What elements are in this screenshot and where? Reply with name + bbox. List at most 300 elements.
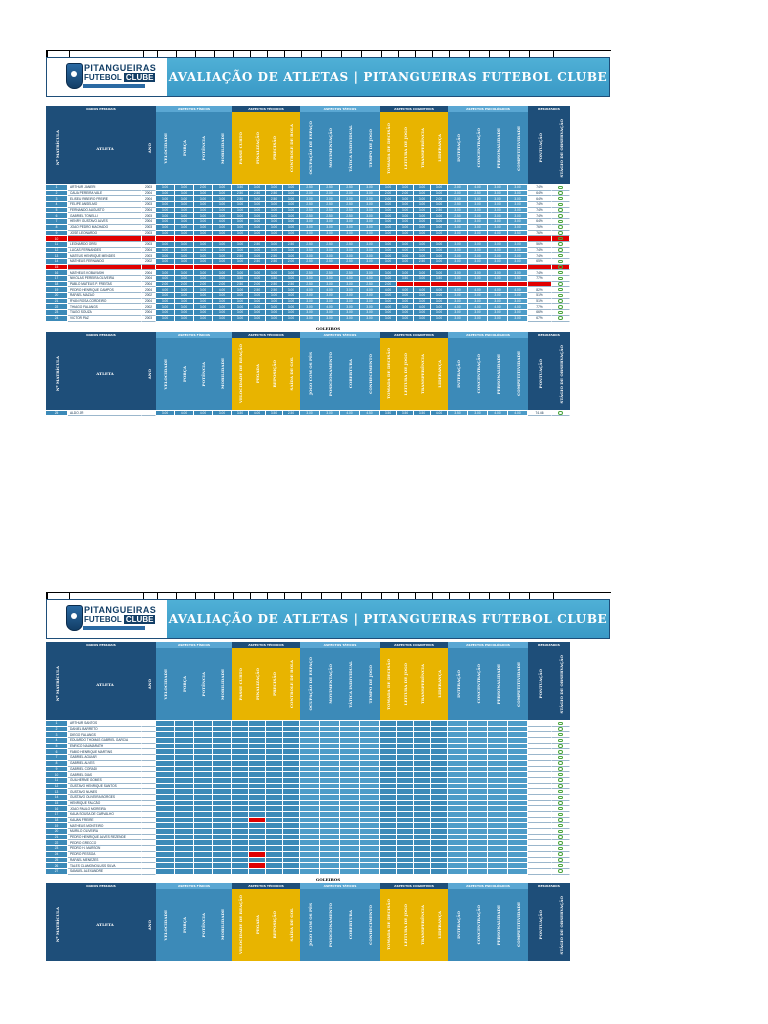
- check-icon: [558, 824, 563, 828]
- score-cell: [431, 869, 448, 875]
- score-cell: 3.00: [431, 219, 448, 225]
- table-body: [46, 185, 610, 322]
- column-header-label: PONTUAÇÃO: [537, 133, 543, 163]
- score-cell: 4.00: [488, 276, 508, 282]
- score-percent: 74.46: [528, 411, 552, 417]
- row-number: 6: [46, 213, 68, 219]
- score-cell: 2.50: [320, 202, 340, 208]
- score-cell: 3.00: [213, 191, 232, 197]
- row-number: 10: [46, 236, 68, 242]
- score-cell: 3.00: [488, 208, 508, 214]
- score-cell: 4.00: [213, 219, 232, 225]
- row-number: 11: [46, 778, 68, 784]
- club-logo: [57, 60, 157, 94]
- score-cell: 3.00: [175, 248, 194, 254]
- score-cell: 2.50: [320, 270, 340, 276]
- score-percent: 76%: [528, 225, 552, 231]
- observation-status[interactable]: [552, 869, 570, 875]
- score-cell: 3.00: [213, 270, 232, 276]
- column-header-label: STÁGIO DE OBSERVAÇÃO: [558, 895, 564, 955]
- score-cell: 3.00: [249, 310, 266, 316]
- column-header-label: Nº MATRÍCULA: [54, 356, 60, 392]
- row-number: 9: [46, 767, 68, 773]
- athlete-name: GABRIEL ALVES: [68, 761, 142, 767]
- score-cell: 3.00: [340, 225, 360, 231]
- row-number: 20: [46, 293, 68, 299]
- check-icon: [558, 260, 563, 264]
- score-cell: 3.00: [320, 411, 340, 417]
- section-header-cognitivos: ASPECTOS COGNITIVOS: [380, 106, 448, 112]
- score-cell: 4.00: [488, 411, 508, 417]
- column-header: [380, 889, 398, 961]
- column-header-label: MOBILIDADE: [220, 358, 225, 390]
- score-cell: [448, 869, 468, 875]
- score-cell: 3.00: [266, 248, 283, 254]
- score-cell: 3.00: [397, 310, 414, 316]
- score-cell: 3.00: [156, 219, 175, 225]
- athlete-year: 2004: [142, 287, 156, 293]
- score-cell: 2.50: [340, 208, 360, 214]
- column-header-label: VELOCIDADE: [163, 668, 168, 700]
- column-header: [508, 648, 529, 720]
- score-cell: 3.00: [414, 299, 431, 305]
- score-cell: 3.00: [266, 270, 283, 276]
- column-header-label: TRANSFERÊNCIA: [420, 353, 425, 394]
- column-header: [249, 889, 267, 961]
- evaluation-sheet-2: [46, 592, 610, 1024]
- score-cell: 3.00: [283, 202, 300, 208]
- row-number: 7: [46, 219, 68, 225]
- score-cell: 3.00: [431, 304, 448, 310]
- score-cell: 3.00: [283, 191, 300, 197]
- check-icon: [558, 277, 563, 281]
- score-cell: 3.00: [266, 219, 283, 225]
- column-header: [194, 338, 214, 410]
- athlete-name: MATHEUS KOBAYASHI: [68, 270, 142, 276]
- score-cell: 2.00: [380, 191, 397, 197]
- column-header-label: PERSONALIDADE: [495, 904, 501, 946]
- score-cell: 2.50: [232, 196, 249, 202]
- score-cell: 3.00: [194, 219, 213, 225]
- check-icon: [558, 790, 563, 794]
- column-header: [68, 889, 143, 961]
- score-cell: 3.00: [232, 259, 249, 265]
- score-cell: 3.00: [175, 191, 194, 197]
- column-header-label: COMPETITIVIDADE: [515, 902, 521, 948]
- score-cell: 3.00: [397, 213, 414, 219]
- score-cell: 2.00: [320, 191, 340, 197]
- athlete-year: 2003: [142, 316, 156, 322]
- column-ruler: [46, 592, 611, 599]
- score-cell: 3.00: [156, 242, 175, 248]
- column-header-label: VELOCIDADE: [163, 132, 168, 164]
- score-percent: 74%: [528, 248, 552, 254]
- score-cell: 3.00: [488, 225, 508, 231]
- score-cell: 3.00: [488, 299, 508, 305]
- score-cell: 3.00: [340, 282, 360, 288]
- check-icon: [558, 852, 563, 856]
- row-number: 4: [46, 202, 68, 208]
- score-cell: 3.00: [488, 270, 508, 276]
- score-cell: 3.50: [508, 276, 528, 282]
- column-header-label: SAÍDA DE GOL: [289, 908, 294, 942]
- score-cell: 3.00: [340, 310, 360, 316]
- column-header-label: STÁGIO DE OBSERVAÇÃO: [558, 654, 564, 714]
- column-header: [142, 889, 157, 961]
- athlete-name: MATHEUS MONTEIRO: [68, 823, 142, 829]
- section-header-tecnicos: ASPECTOS TÉCNICOS: [232, 883, 300, 889]
- column-header: [266, 889, 284, 961]
- score-cell: 3.00: [431, 213, 448, 219]
- row-number: 1: [46, 185, 68, 191]
- check-icon: [558, 761, 563, 765]
- observation-status[interactable]: [552, 411, 570, 417]
- check-icon: [558, 807, 563, 811]
- column-header-label: ATLETA: [96, 922, 114, 928]
- score-cell: 3.00: [431, 293, 448, 299]
- column-header: [232, 889, 250, 961]
- score-cell: 3.00: [431, 248, 448, 254]
- score-cell: [397, 869, 414, 875]
- athlete-year: 2004: [142, 208, 156, 214]
- score-cell: 3.00: [266, 225, 283, 231]
- score-cell: 2.50: [283, 411, 300, 417]
- score-cell: 2.00: [340, 191, 360, 197]
- column-header-label: STÁGIO DE OBSERVAÇÃO: [558, 344, 564, 404]
- table-body: [46, 721, 610, 875]
- section-header-fisicos: ASPECTOS FÍSICOS: [156, 332, 232, 338]
- column-header-label: JOGO COM OS PÉS: [307, 352, 313, 396]
- score-cell: 3.00: [175, 276, 194, 282]
- row-number: 10: [46, 772, 68, 778]
- section-header-resultados: RESULTADOS: [528, 106, 570, 112]
- score-cell: [194, 869, 213, 875]
- check-icon: [558, 231, 563, 235]
- column-header: [320, 112, 341, 184]
- score-cell: 4.00: [360, 287, 380, 293]
- score-cell: 3.00: [448, 219, 468, 225]
- athlete-year: 2003: [142, 231, 156, 237]
- score-percent: 82%: [528, 287, 552, 293]
- row-number: 25: [46, 411, 68, 417]
- score-cell: 3.00: [175, 253, 194, 259]
- score-cell: 3.00: [360, 208, 380, 214]
- score-cell: 3.00: [266, 310, 283, 316]
- score-cell: 3.00: [380, 202, 397, 208]
- score-cell: 2.50: [300, 208, 320, 214]
- score-cell: 4.00: [488, 231, 508, 237]
- observation-status[interactable]: [552, 316, 570, 322]
- score-cell: 3.00: [213, 248, 232, 254]
- row-number: 8: [46, 225, 68, 231]
- score-cell: 3.00: [194, 196, 213, 202]
- score-cell: 3.00: [397, 219, 414, 225]
- score-cell: 3.00: [360, 259, 380, 265]
- athlete-name: GUSTAVO NUNES: [68, 789, 142, 795]
- column-header-label: Nº MATRÍCULA: [54, 907, 60, 943]
- section-header-cognitivos: ASPECTOS COGNITIVOS: [380, 883, 448, 889]
- score-percent: 51%: [528, 293, 552, 299]
- column-header: [175, 112, 195, 184]
- row-number: 11: [46, 242, 68, 248]
- score-cell: 3.00: [249, 299, 266, 305]
- score-cell: 2.50: [300, 282, 320, 288]
- score-cell: 3.00: [213, 304, 232, 310]
- row-number: 5: [46, 208, 68, 214]
- score-cell: 3.00: [397, 202, 414, 208]
- score-cell: 4.00: [508, 411, 528, 417]
- column-header: [142, 338, 157, 410]
- row-number: 24: [46, 316, 68, 322]
- section-header-psicologicos: ASPECTOS PSICOLÓGICOS: [448, 883, 528, 889]
- column-header-label: MOVIMENTAÇÃO: [327, 664, 333, 704]
- athlete-name: GABRIEL DIAS: [68, 772, 142, 778]
- column-header-label: POTÊNCIA: [201, 135, 206, 161]
- score-cell: 3.00: [320, 282, 340, 288]
- score-cell: 3.00: [397, 299, 414, 305]
- column-header-label: PEGADA: [255, 364, 260, 384]
- athlete-name: PEDRO GRECCO: [68, 840, 142, 846]
- score-cell: 2.50: [448, 202, 468, 208]
- section-header-tecnicos: ASPECTOS TÉCNICOS: [232, 106, 300, 112]
- score-cell: 3.00: [249, 253, 266, 259]
- score-cell: 3.00: [397, 185, 414, 191]
- check-icon: [558, 186, 563, 190]
- score-cell: 3.00: [213, 276, 232, 282]
- section-header-resultados: RESULTADOS: [528, 883, 570, 889]
- score-cell: 3.00: [414, 225, 431, 231]
- score-cell: 3.00: [320, 248, 340, 254]
- column-header-label: LIDERANÇA: [437, 134, 442, 162]
- score-cell: 3.00: [508, 253, 528, 259]
- score-cell: 3.00: [431, 310, 448, 316]
- column-header-label: INTERAÇÃO: [455, 359, 461, 388]
- score-cell: 4.00: [320, 304, 340, 310]
- score-cell: 4.00: [468, 185, 488, 191]
- logo-strip: [83, 626, 145, 630]
- column-header: [528, 648, 553, 720]
- column-header: [508, 889, 529, 961]
- score-cell: 3.00: [266, 213, 283, 219]
- score-cell: 2.50: [283, 242, 300, 248]
- score-cell: 2.50: [340, 270, 360, 276]
- score-percent: [528, 869, 552, 875]
- column-header-label: INTERAÇÃO: [455, 911, 461, 939]
- column-header: [448, 112, 469, 184]
- score-cell: 3.00: [488, 316, 508, 322]
- score-cell: 2.50: [232, 253, 249, 259]
- score-cell: 3.00: [380, 242, 397, 248]
- check-icon: [558, 220, 563, 224]
- score-cell: 3.00: [448, 253, 468, 259]
- score-cell: 3.50: [397, 276, 414, 282]
- column-header: [194, 889, 214, 961]
- score-cell: 2.00: [380, 282, 397, 288]
- score-cell: 3.00: [283, 196, 300, 202]
- check-icon: [558, 265, 563, 269]
- column-header-label: CONCENTRAÇÃO: [475, 354, 481, 394]
- column-header-label: COBERTURA: [347, 910, 353, 940]
- score-cell: 3.00: [414, 248, 431, 254]
- column-header: [488, 648, 509, 720]
- score-cell: 3.00: [488, 242, 508, 248]
- score-cell: 3.00: [283, 231, 300, 237]
- column-header: [156, 889, 176, 961]
- check-icon: [558, 830, 563, 834]
- section-header-pessoais: DADOS PESSOAIS: [46, 332, 156, 338]
- column-header-label: CONHECIMENTO: [367, 353, 373, 394]
- check-icon: [558, 225, 563, 229]
- score-cell: 3.00: [448, 316, 468, 322]
- score-cell: 4.00: [431, 287, 448, 293]
- athlete-name: ENRICO NAUMARATH: [68, 744, 142, 750]
- score-cell: [340, 869, 360, 875]
- check-icon: [558, 282, 563, 286]
- column-header: [397, 112, 415, 184]
- column-header: [414, 338, 432, 410]
- column-header: [552, 648, 571, 720]
- column-header-label: Nº MATRÍCULA: [54, 130, 60, 166]
- score-cell: 3.00: [156, 208, 175, 214]
- column-header-label: POSICIONAMENTO: [327, 902, 333, 947]
- column-header: [283, 338, 301, 410]
- check-icon: [558, 739, 563, 743]
- score-cell: 3.00: [283, 225, 300, 231]
- score-cell: 2.00: [448, 191, 468, 197]
- column-header: [414, 112, 432, 184]
- score-cell: 3.00: [213, 253, 232, 259]
- score-cell: 3.00: [213, 310, 232, 316]
- column-header-label: TÁTICA INDIVIDUAL: [347, 660, 353, 708]
- check-icon: [558, 305, 563, 309]
- score-cell: [414, 869, 431, 875]
- score-cell: 2.50: [340, 185, 360, 191]
- score-cell: 3.00: [194, 310, 213, 316]
- score-cell: 2.00: [249, 282, 266, 288]
- score-cell: 3.00: [194, 202, 213, 208]
- score-cell: 3.00: [414, 270, 431, 276]
- score-cell: 3.00: [360, 242, 380, 248]
- score-cell: 3.00: [414, 293, 431, 299]
- score-cell: 3.00: [508, 242, 528, 248]
- score-cell: 3.00: [468, 253, 488, 259]
- row-number: 26: [46, 863, 68, 869]
- column-header-label: LIDERANÇA: [437, 360, 442, 388]
- column-header: [68, 648, 143, 720]
- section-header-resultados: RESULTADOS: [528, 642, 570, 648]
- score-cell: 4.00: [156, 287, 175, 293]
- score-cell: 3.00: [508, 185, 528, 191]
- score-cell: 3.00: [175, 185, 194, 191]
- column-header-label: MOVIMENTAÇÃO: [327, 128, 333, 168]
- score-cell: 3.50: [300, 248, 320, 254]
- table-row: [46, 869, 610, 875]
- score-cell: 3.50: [232, 185, 249, 191]
- row-number: 5: [46, 744, 68, 750]
- score-cell: 3.00: [431, 259, 448, 265]
- score-cell: 3.50: [232, 276, 249, 282]
- column-header-label: LEITURA DE JOGO: [403, 126, 408, 170]
- score-cell: 3.00: [283, 270, 300, 276]
- score-cell: 3.00: [360, 219, 380, 225]
- score-cell: [380, 869, 397, 875]
- check-icon: [558, 835, 563, 839]
- section-header-psicologicos: ASPECTOS PSICOLÓGICOS: [448, 332, 528, 338]
- score-cell: 3.00: [194, 287, 213, 293]
- row-number: 21: [46, 835, 68, 841]
- row-number: 18: [46, 282, 68, 288]
- athlete-name: MATEUS HENRIQUE MENDES: [68, 253, 142, 259]
- column-header: [488, 889, 509, 961]
- column-header-label: PEGADA: [255, 915, 260, 935]
- athlete-name: PEDRO HENRIQUE ALVES REZENDE: [68, 835, 142, 841]
- column-header-label: PRECISÃO: [272, 672, 277, 696]
- athlete-name: ARTHUR SANTOS: [68, 721, 142, 727]
- evaluation-sheet-1: [46, 50, 610, 490]
- score-cell: 3.00: [213, 208, 232, 214]
- score-cell: 3.00: [380, 299, 397, 305]
- score-cell: 3.00: [431, 185, 448, 191]
- score-cell: 3.00: [194, 276, 213, 282]
- column-header: [360, 889, 381, 961]
- score-cell: 3.00: [266, 304, 283, 310]
- column-header-label: REPOSIÇÃO: [272, 360, 277, 388]
- score-cell: 3.00: [249, 225, 266, 231]
- column-header-label: CONCENTRAÇÃO: [475, 128, 481, 168]
- athlete-year: 2004: [142, 282, 156, 288]
- score-cell: 2.50: [266, 196, 283, 202]
- score-percent: 74%: [528, 185, 552, 191]
- column-header-label: TOMADA DE DECISÃO: [386, 899, 391, 951]
- check-icon: [558, 733, 563, 737]
- check-icon: [558, 869, 563, 873]
- score-cell: 3.00: [156, 253, 175, 259]
- athlete-name: THIAGO FALANGS: [68, 304, 142, 310]
- score-cell: [175, 869, 194, 875]
- score-percent: 74%: [528, 202, 552, 208]
- score-cell: 3.00: [175, 270, 194, 276]
- athlete-name: GUSTAVO HENRIQUE SANTOS: [68, 784, 142, 790]
- score-cell: 3.00: [380, 248, 397, 254]
- score-cell: 3.00: [448, 231, 468, 237]
- score-cell: 3.00: [360, 248, 380, 254]
- score-cell: 3.00: [448, 299, 468, 305]
- column-header: [142, 112, 157, 184]
- score-cell: 4.00: [397, 248, 414, 254]
- score-cell: 3.00: [156, 270, 175, 276]
- column-header-label: COMPETITIVIDADE: [515, 351, 521, 397]
- score-cell: 3.00: [175, 259, 194, 265]
- score-cell: 3.00: [156, 185, 175, 191]
- athlete-name: HENRY GUSTAVO ALVES: [68, 219, 142, 225]
- score-cell: 3.00: [340, 253, 360, 259]
- score-cell: 2.50: [340, 213, 360, 219]
- score-cell: 2.50: [232, 191, 249, 197]
- score-percent: 64%: [528, 196, 552, 202]
- table-row: [46, 316, 610, 322]
- column-header-label: POTÊNCIA: [201, 361, 206, 386]
- score-cell: 3.00: [468, 299, 488, 305]
- score-cell: 3.00: [283, 299, 300, 305]
- score-cell: 3.00: [232, 248, 249, 254]
- score-cell: 4.00: [488, 304, 508, 310]
- score-cell: 2.50: [340, 202, 360, 208]
- check-icon: [558, 237, 563, 241]
- column-header: [414, 889, 432, 961]
- athlete-name: FELIPE ANSELMO: [68, 202, 142, 208]
- athlete-name: FABIO HENRIQUE MARTINS: [68, 749, 142, 755]
- score-cell: 3.00: [360, 231, 380, 237]
